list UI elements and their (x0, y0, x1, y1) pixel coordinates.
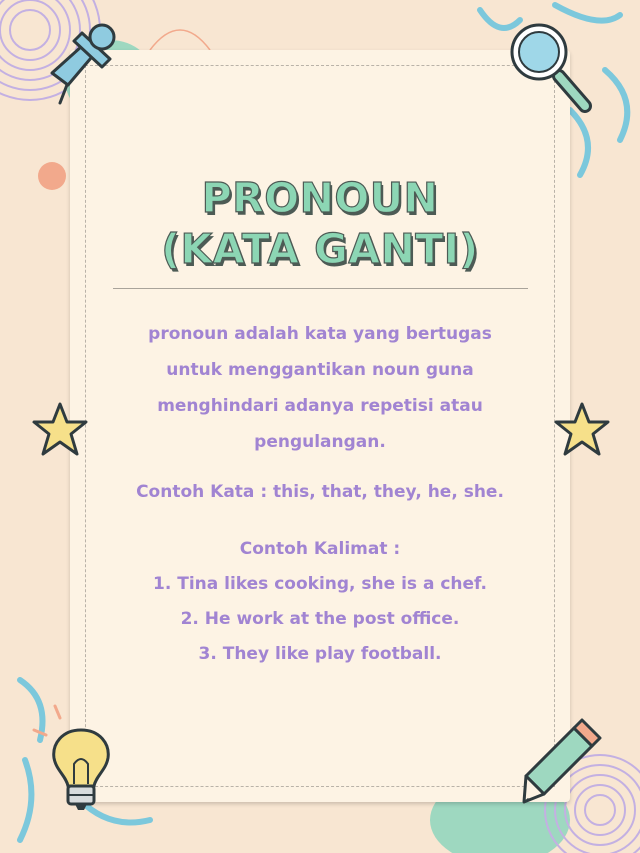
light-bulb-icon (46, 724, 116, 814)
star-icon (552, 400, 612, 460)
example-sentence: 3. They like play football. (198, 644, 442, 664)
example-words: Contoh Kata : this, that, they, he, she. (136, 482, 504, 502)
title-line-2: (KATA GANTI) (161, 225, 479, 273)
magnifier-icon (503, 18, 603, 118)
example-sentences (80, 532, 560, 672)
definition-line: pengulangan. (254, 432, 386, 452)
definition-line: untuk menggantikan noun guna (166, 360, 474, 380)
example-sentences-heading: Contoh Kalimat : (239, 539, 401, 559)
push-pin-icon (40, 15, 120, 115)
example-sentence: 2. He work at the post office. (180, 609, 460, 629)
title-divider (113, 288, 528, 289)
example-sentence: 1. Tina likes cooking, she is a chef. (153, 574, 487, 594)
definition-paragraph (80, 316, 560, 460)
definition-line: pronoun adalah kata yang bertugas (148, 324, 492, 344)
definition-line: menghindari adanya repetisi atau (157, 396, 483, 416)
peach-arc (150, 30, 210, 50)
title-line-1: PRONOUN (201, 174, 439, 222)
pencil-icon (518, 718, 608, 818)
